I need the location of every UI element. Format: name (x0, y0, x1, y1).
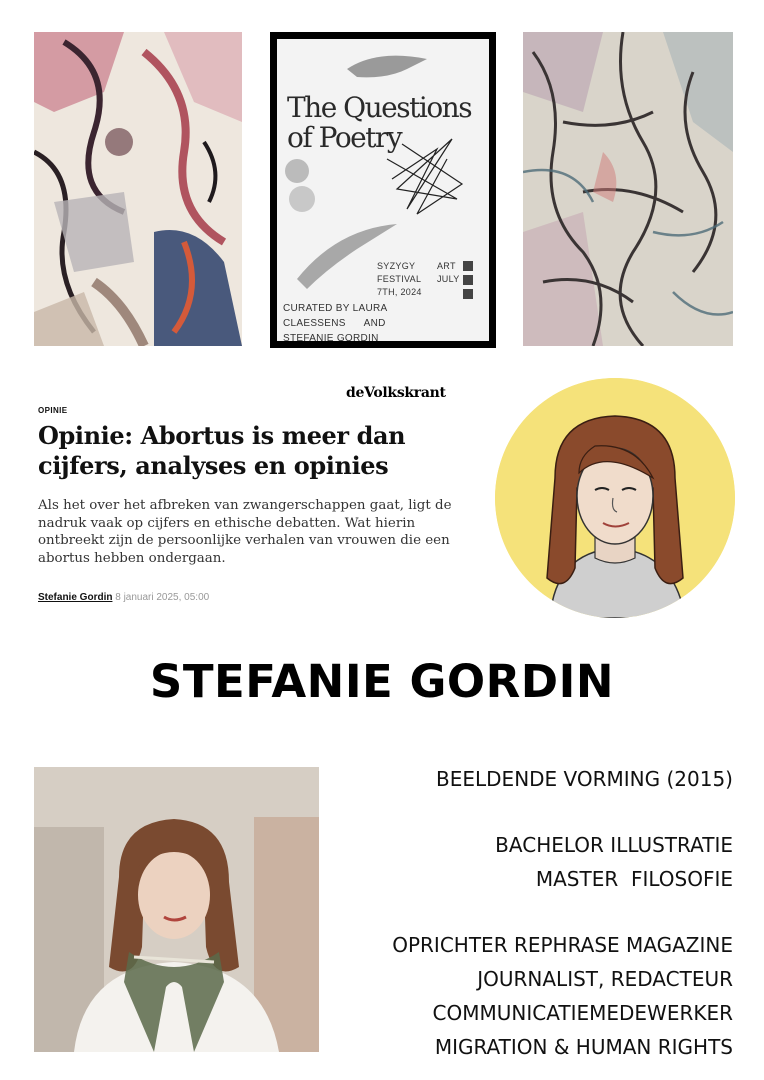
bio-line: COMMUNICATIEMEDEWERKER (432, 1001, 733, 1025)
article-headline: Opinie: Abortus is meer dan cijfers, analyses en opinies (38, 421, 406, 480)
bio-line: OPRICHTER REPHRASE MAGAZINE (392, 933, 733, 957)
poster-square (463, 275, 473, 285)
author-link[interactable]: Stefanie Gordin (38, 592, 113, 603)
bio-line: MIGRATION & HUMAN RIGHTS (434, 1035, 733, 1059)
bio-line: BEELDENDE VORMING (2015) (436, 767, 733, 791)
bio-line: BACHELOR ILLUSTRATIE (495, 833, 733, 857)
article-date: 8 januari 2025, 05:00 (115, 592, 210, 603)
bio-line: JOURNALIST, REDACTEUR (477, 967, 733, 991)
poster-title: The Questions of Poetry (287, 91, 472, 154)
newspaper-logo: deVolkskrant (346, 385, 446, 401)
article-kicker: OPINIE (38, 406, 68, 415)
article-byline (38, 592, 209, 603)
portrait-photo (34, 767, 319, 1052)
poster-art-july: ART JULY (437, 261, 460, 284)
poster-square (463, 289, 473, 299)
bio-line: MASTER FILOSOFIE (535, 867, 733, 891)
article-lead: Als het over het afbreken van zwangerschappen gaat, ligt de nadruk vaak op cijfers en ethische debatten. Wat hierin ontbreekt zijn de persoonlijke verhalen van vrouwen die een abortus hebben ondergaan. (38, 498, 452, 566)
abstract-painting-right (523, 32, 733, 346)
person-name: STEFANIE GORDIN (149, 655, 615, 708)
illustrated-portrait (495, 378, 735, 618)
festival-poster (270, 32, 496, 348)
bio-list (313, 762, 733, 1064)
abstract-painting-left (34, 32, 242, 346)
poster-curators: CURATED BY LAURA CLAESSENS AND STEFANIE GORDIN (283, 303, 388, 344)
poster-festival-info: SYZYGY FESTIVAL 7TH, 2024 (377, 261, 422, 297)
poster-square (463, 261, 473, 271)
